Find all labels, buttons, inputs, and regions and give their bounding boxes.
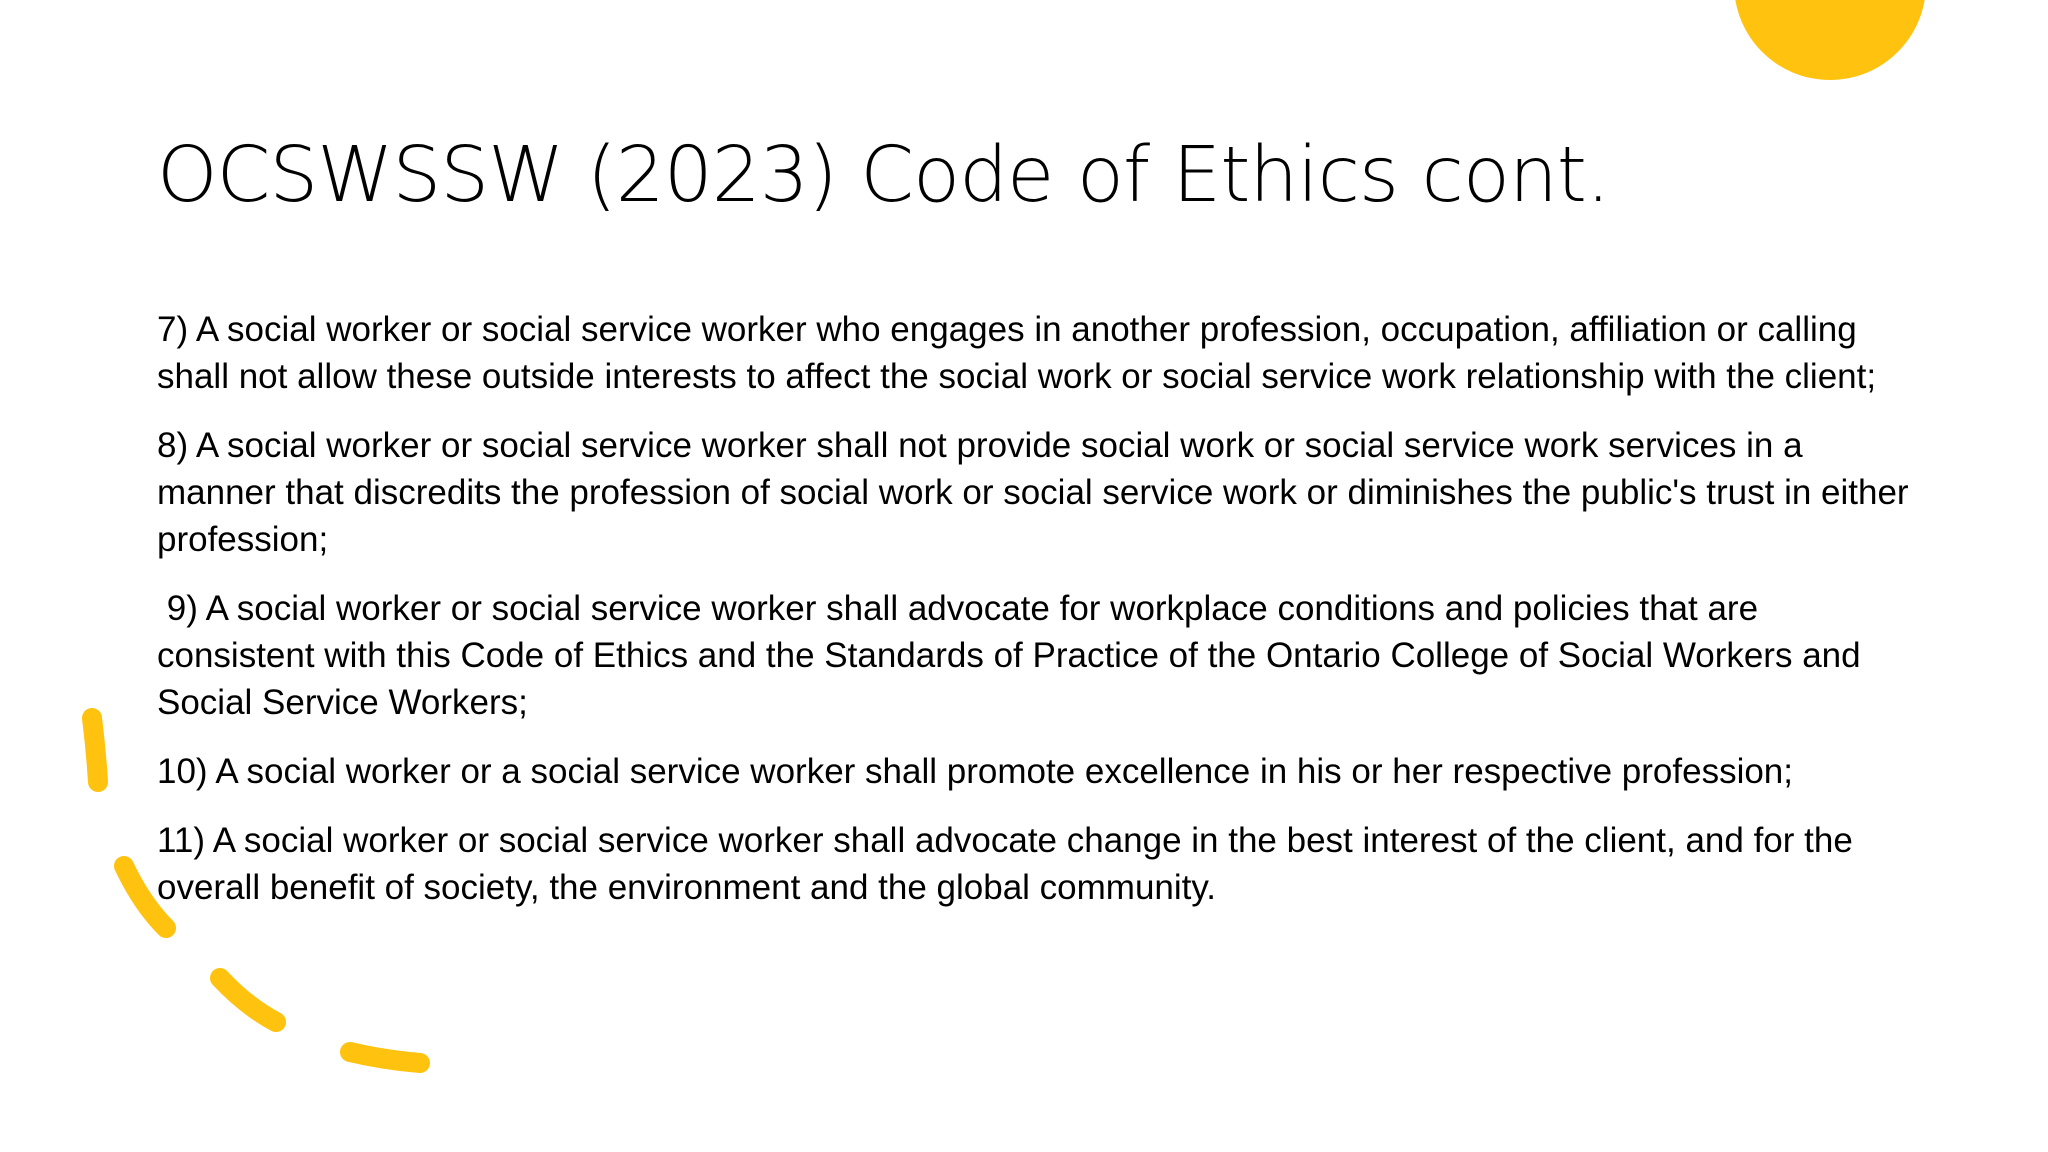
arc-dash-4 <box>350 1052 420 1063</box>
list-item: 10) A social worker or a social service worker shall promote excellence in his or her respective profession; <box>157 752 1793 791</box>
list-item: 11) A social worker or social service worker shall advocate change in the best interest of the client, and for the overall benefit of society, the environment and the global community. <box>157 821 1853 907</box>
slide-title: OCSWSSW (2023) Code of Ethics cont. <box>157 131 1610 220</box>
arc-dash-3 <box>220 978 276 1022</box>
decorative-circle <box>1734 0 1926 80</box>
arc-dash-1 <box>92 718 98 782</box>
list-item: 9) A social worker or social service worker shall advocate for workplace conditions and policies that are consistent with this Code of Ethics and the Standards of Practice of the Ontario College of Social Workers and Social Service Workers; <box>157 589 1871 722</box>
list-item: 7) A social worker or social service worker who engages in another profession, occupation, affiliation or calling shall not allow these outside interests to affect the social work or social service work relationship with the client; <box>157 310 1877 396</box>
ethics-list <box>157 306 1917 933</box>
list-item: 8) A social worker or social service worker shall not provide social work or social service work services in a manner that discredits the profession of social work or social service work or diminishes the public's trust in either profession; <box>157 426 1909 559</box>
